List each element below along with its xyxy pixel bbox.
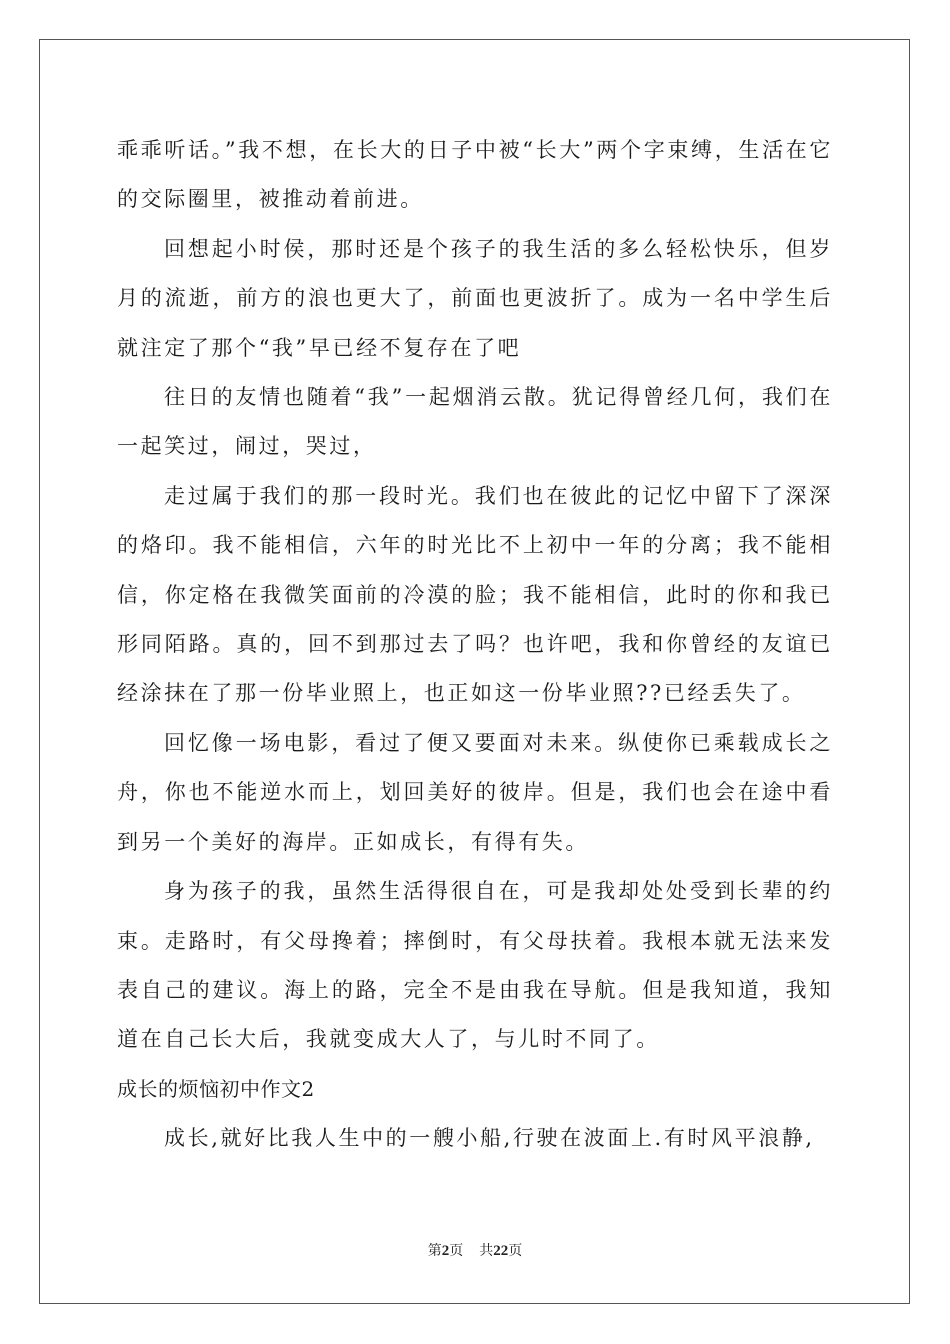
paragraph-1: 乖乖听话。”我不想，在长大的日子中被“长大”两个字束缚，生活在它的交际圈里，被推动着前进。 [117, 138, 833, 212]
paragraph-6: 身为孩子的我，虽然生活得很自在，可是我却处处受到长辈的约束。走路时，有父母搀着；摔倒时，有父母扶着。我根本就无法来发表自己的建议。海上的路，完全不是由我在导航。但是我知道，我知道在自己长大后，我就变成大人了，与儿时不同了。 [117, 879, 833, 1052]
page-prefix: 第 [427, 1243, 442, 1259]
total-prefix: 共 [479, 1243, 494, 1259]
section-heading: 成长的烦恼初中作文2 [117, 1076, 315, 1101]
paragraph-7: 成长,就好比我人生中的一艘小船,行驶在波面上.有时风平浪静, [164, 1126, 815, 1151]
total-pages: 22 [493, 1243, 509, 1259]
total-suffix: 页 [508, 1243, 523, 1259]
paragraph-2: 回想起小时侯，那时还是个孩子的我生活的多么轻松快乐，但岁月的流逝，前方的浪也更大了，前面也更波折了。成为一名中学生后就注定了那个“我”早已经不复存在了吧 [117, 236, 833, 360]
page-number: 2 [441, 1243, 450, 1259]
paragraph-3: 往日的友情也随着“我”一起烟消云散。犹记得曾经几何，我们在一起笑过，闹过，哭过， [117, 385, 833, 459]
paragraph-4: 走过属于我们的那一段时光。我们也在彼此的记忆中留下了深深的烙印。我不能相信，六年的时光比不上初中一年的分离；我不能相信，你定格在我微笑面前的冷漠的脸；我不能相信，此时的你和我已形同陌路。真的，回不到那过去了吗？也许吧，我和你曾经的友谊已经涂抹在了那一份毕业照上，也正如这一份毕业照??已经丢失了。 [117, 483, 833, 706]
paragraph-5: 回忆像一场电影，看过了便又要面对未来。纵使你已乘载成长之舟，你也不能逆水而上，划回美好的彼岸。但是，我们也会在途中看到另一个美好的海岸。正如成长，有得有失。 [117, 730, 833, 854]
page-suffix: 页 [449, 1243, 464, 1259]
document-body [117, 126, 833, 1164]
page-footer [0, 1240, 950, 1260]
